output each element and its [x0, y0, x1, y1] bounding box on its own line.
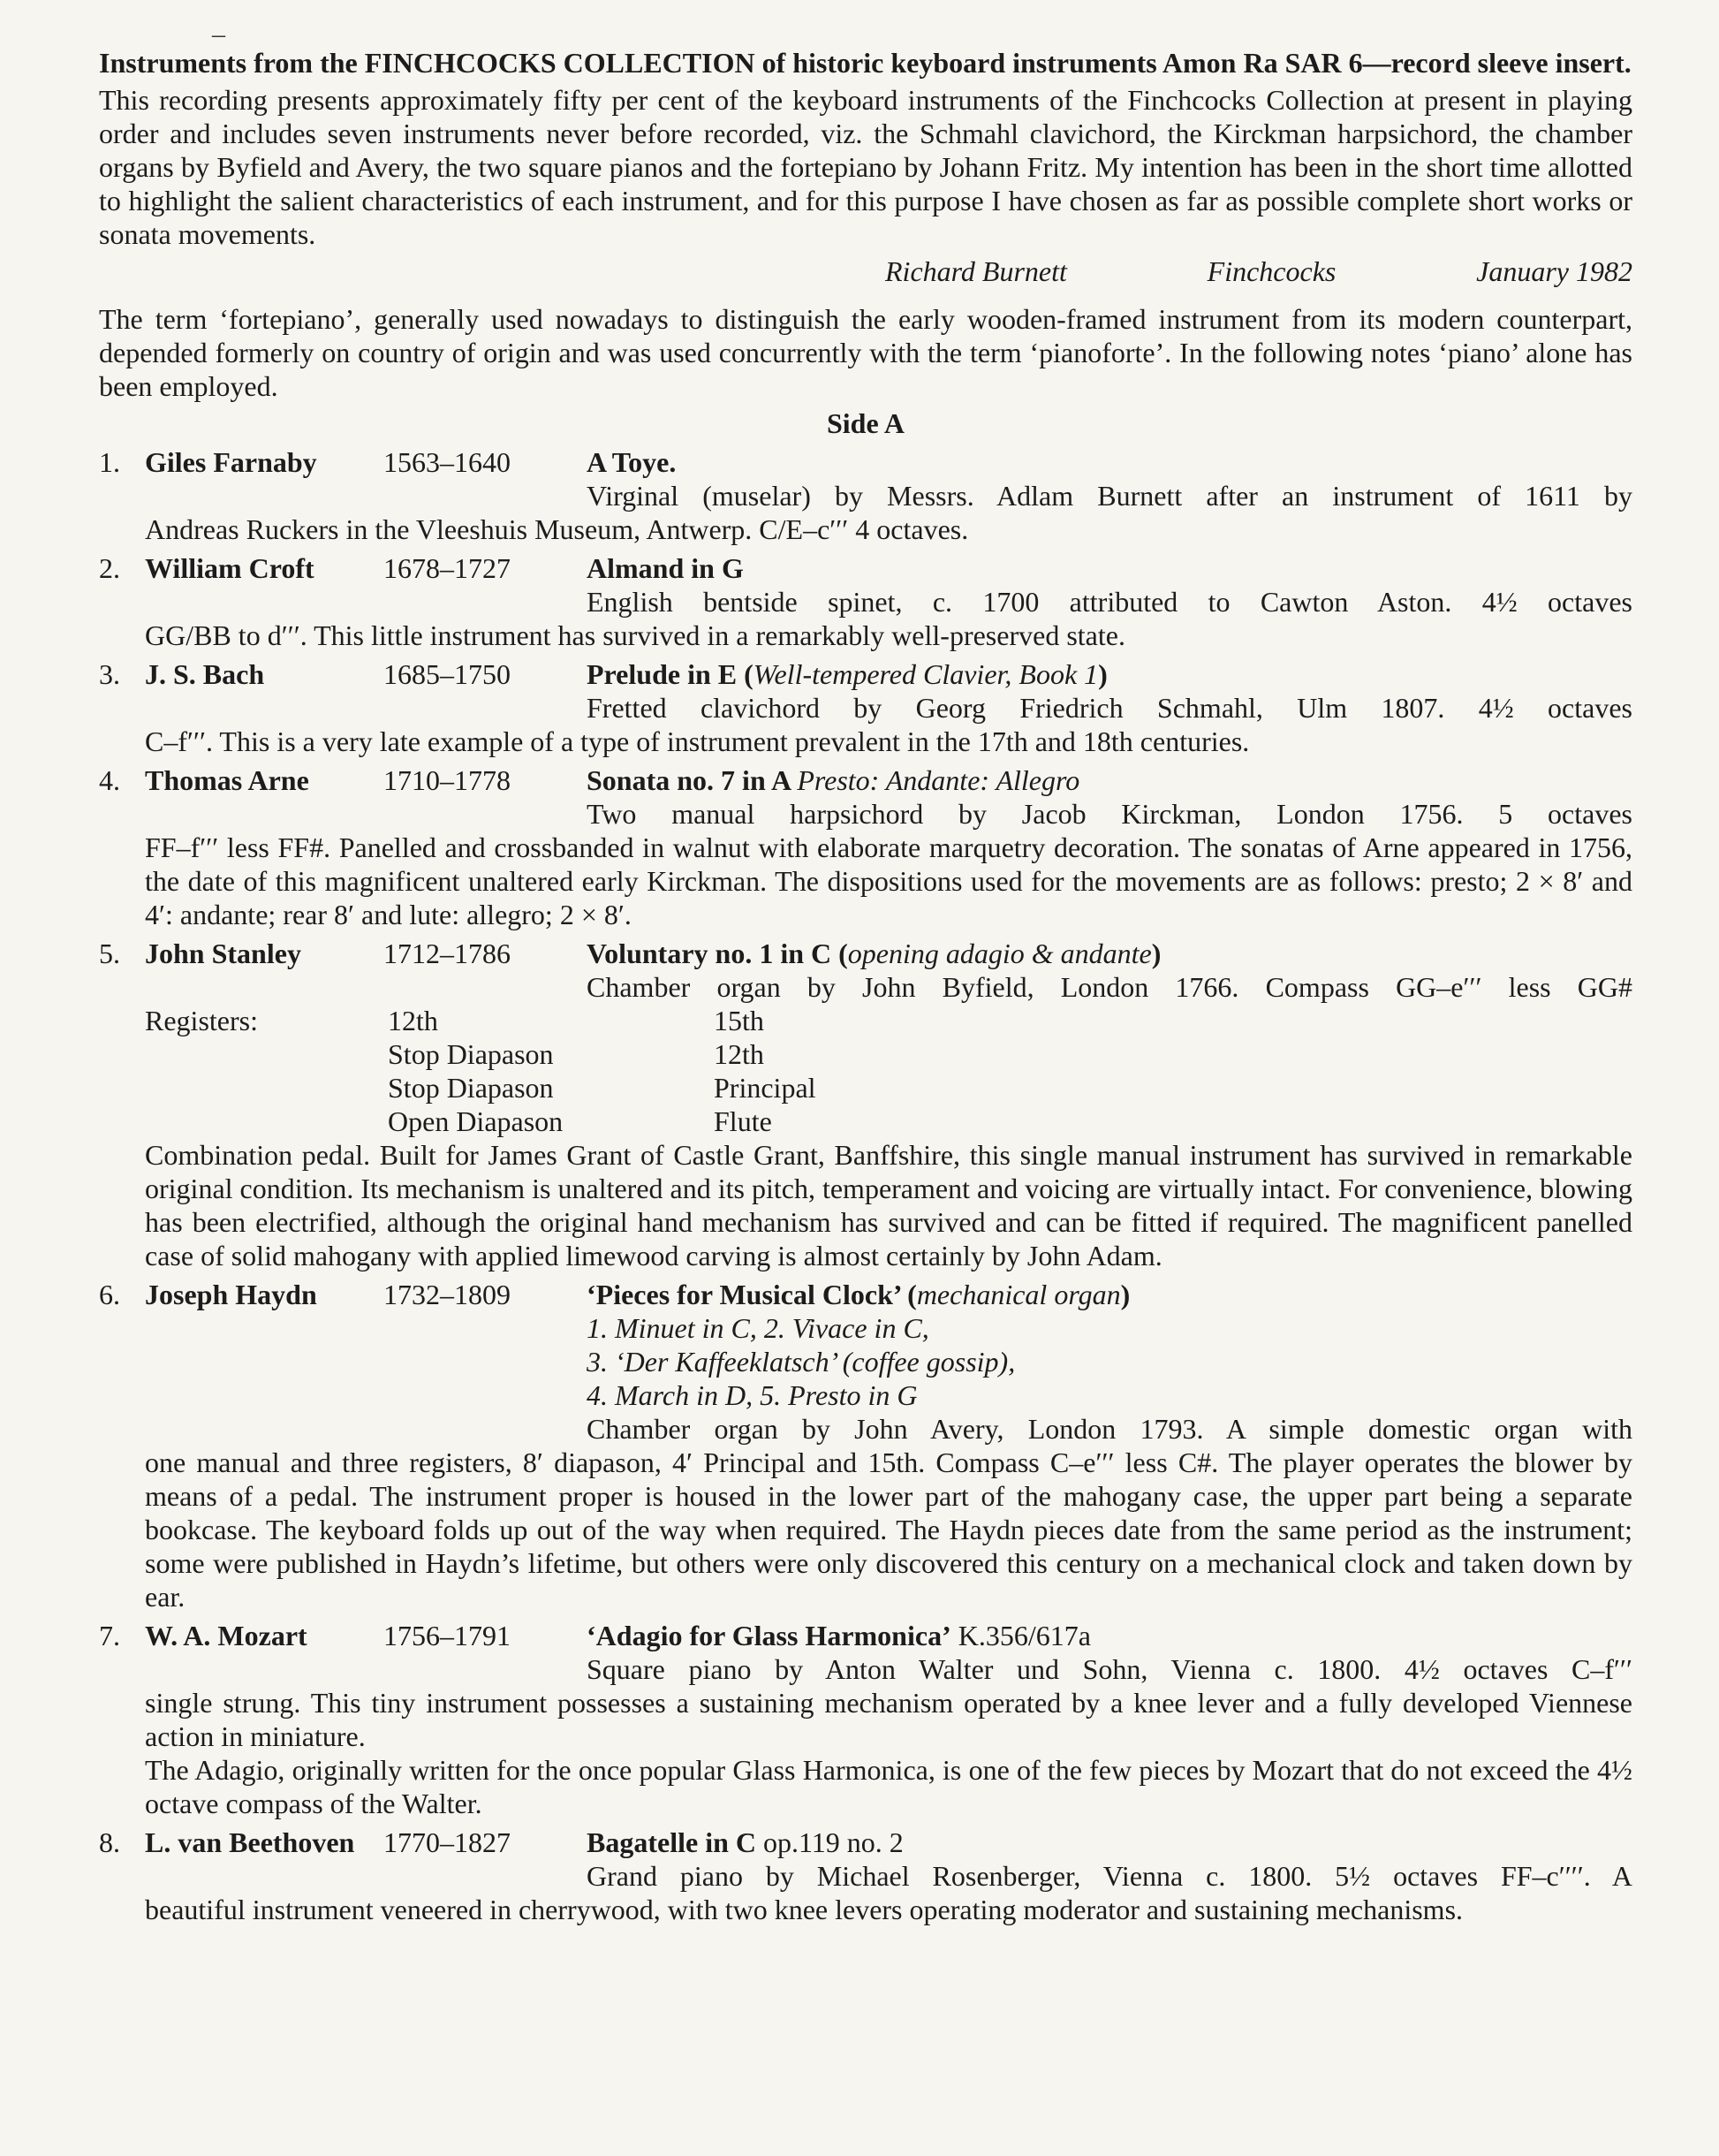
term-note: The term ‘fortepiano’, generally used nowadays to distinguish the early wooden-framed instrument from its modern counterpart, depended formerly on country of origin and was used concurrently with the term ‘pianoforte’. In the following notes ‘piano’ alone has been employed.	[99, 303, 1632, 402]
instrument-description: Two manual harpsichord by Jacob Kirckman, London 1756. 5 octaves	[587, 798, 1632, 830]
register: 15th	[714, 1005, 764, 1036]
instrument-description: Fretted clavichord by Georg Friedrich Schmahl, Ulm 1807. 4½ octaves	[587, 692, 1632, 724]
instrument-description: Chamber organ by John Avery, London 1793. A simple domestic organ with	[587, 1413, 1632, 1445]
movement-line: 1. Minuet in C, 2. Vivace in C,	[587, 1312, 929, 1344]
track-number: 8.	[99, 1826, 120, 1858]
signature-date: January 1982	[1476, 255, 1632, 287]
track-entry	[99, 763, 1632, 931]
instrument-notes-extra: The Adagio, originally written for the once popular Glass Harmonica, is one of the few pieces by Mozart that do not exceed the 4½ octave compass of the Walter.	[145, 1754, 1632, 1819]
track-number: 5.	[99, 938, 120, 969]
side-label: Side A	[826, 407, 905, 439]
piece-title: Sonata no. 7 in A Presto: Andante: Allegro	[587, 764, 1080, 796]
instrument-notes: one manual and three registers, 8′ diapason, 4′ Principal and 15th. Compass C–e′′′ less C#. The player operates the blower by means of a pedal. The instrument proper is housed in the lower part of the mahogany case, the upper part being a separate bookcase. The keyboard folds up out of the way when required. The Haydn pieces date from the same period as the instrument; some were published in Haydn’s lifetime, but others were only discovered this century on a mechanical clock and taken down by ear.	[145, 1446, 1632, 1613]
composer: L. van Beethoven	[145, 1826, 355, 1858]
composer-dates: 1563–1640	[383, 446, 511, 478]
track-entry	[99, 937, 1632, 1272]
instrument-notes: Andreas Ruckers in the Vleeshuis Museum, Antwerp. C/E–c′′′ 4 octaves.	[145, 513, 969, 545]
composer-dates: 1678–1727	[383, 552, 511, 584]
signature-line	[99, 254, 1632, 288]
insert-heading: Instruments from the FINCHCOCKS COLLECTION of historic keyboard instruments Amon Ra SAR 6—record sleeve insert.	[99, 47, 1632, 79]
composer-dates: 1712–1786	[383, 938, 511, 969]
intro-paragraph: This recording presents approximately fifty per cent of the keyboard instruments of the Finchcocks Collection at present in playing order and includes seven instruments never before recorded, viz. the Schmahl clavichord, the Kirckman harpsichord, the chamber organs by Byfield and Avery, the two square pianos and the fortepiano by Johann Fritz. My intention has been in the short time allotted to highlight the salient characteristics of each instrument, and for this purpose I have chosen as far as possible complete short works or sonata movements.	[99, 84, 1632, 250]
track-number: 7.	[99, 1620, 120, 1651]
instrument-notes: FF–f′′′ less FF#. Panelled and crossbanded in walnut with elaborate marquetry decoration. The sonatas of Arne appeared in 1756, the date of this magnificent unaltered early Kirckman. The dispositions used for the movements are as follows: presto; 2 × 8′ and 4′: andante; rear 8′ and lute: allegro; 2 × 8′.	[145, 831, 1632, 930]
instrument-description: English bentside spinet, c. 1700 attributed to Cawton Aston. 4½ octaves	[587, 586, 1632, 618]
composer: Joseph Haydn	[145, 1279, 317, 1310]
piece-title: ‘Pieces for Musical Clock’ (mechanical organ)	[587, 1279, 1131, 1310]
instrument-description: Grand piano by Michael Rosenberger, Vienna c. 1800. 5½ octaves FF–c′′′′. A	[587, 1860, 1632, 1892]
instrument-description: Chamber organ by John Byfield, London 1766. Compass GG–e′′′ less GG#	[587, 971, 1632, 1003]
organ-registers	[145, 1004, 1632, 1138]
instrument-notes: beautiful instrument veneered in cherrywood, with two knee levers operating moderator and sustaining mechanisms.	[145, 1894, 1464, 1925]
track-entry	[99, 1278, 1632, 1613]
track-number: 1.	[99, 446, 120, 478]
instrument-notes: single strung. This tiny instrument possesses a sustaining mechanism operated by a knee lever and a fully developed Viennese action in miniature.	[145, 1687, 1632, 1752]
piece-title: ‘Adagio for Glass Harmonica’ K.356/617a	[587, 1620, 1091, 1651]
register: Stop Diapason	[388, 1072, 554, 1104]
composer-dates: 1685–1750	[383, 658, 511, 690]
instrument-notes: GG/BB to d′′′. This little instrument has survived in a remarkably well-preserved state.	[145, 619, 1125, 651]
track-entry	[99, 1826, 1632, 1926]
instrument-description: Virginal (muselar) by Messrs. Adlam Burnett after an instrument of 1611 by	[587, 480, 1632, 512]
instrument-description: Square piano by Anton Walter und Sohn, Vienna c. 1800. 4½ octaves C–f′′′	[587, 1653, 1632, 1685]
composer: Thomas Arne	[145, 764, 309, 796]
signature-place: Finchcocks	[1207, 255, 1337, 287]
track-entry	[99, 551, 1632, 652]
track-number: 4.	[99, 764, 120, 796]
piece-title: Almand in G	[587, 552, 744, 584]
composer: John Stanley	[145, 938, 301, 969]
movement-list	[99, 1311, 1632, 1412]
track-entry	[99, 1619, 1632, 1820]
track-number: 6.	[99, 1279, 120, 1310]
register: 12th	[714, 1038, 764, 1070]
composer-dates: 1770–1827	[383, 1826, 511, 1858]
track-entry	[99, 657, 1632, 758]
signature-name: Richard Burnett	[885, 255, 1067, 287]
movement-line: 3. ‘Der Kaffeeklatsch’ (coffee gossip),	[587, 1346, 1016, 1378]
composer: Giles Farnaby	[145, 446, 317, 478]
register: Principal	[714, 1072, 816, 1104]
movement-line: 4. March in D, 5. Presto in G	[587, 1379, 918, 1411]
register: Stop Diapason	[388, 1038, 554, 1070]
instrument-notes: C–f′′′. This is a very late example of a type of instrument prevalent in the 17th and 18th centuries.	[145, 725, 1250, 757]
register: Open Diapason	[388, 1105, 564, 1137]
piece-title: Prelude in E (Well-tempered Clavier, Book 1)	[587, 658, 1108, 690]
composer-dates: 1756–1791	[383, 1620, 511, 1651]
top-mark: –	[212, 19, 225, 49]
composer-dates: 1732–1809	[383, 1279, 511, 1310]
registers-label: Registers:	[145, 1005, 258, 1036]
composer-dates: 1710–1778	[383, 764, 511, 796]
sleeve-insert	[99, 46, 1632, 1926]
composer: J. S. Bach	[145, 658, 265, 690]
register: 12th	[388, 1005, 438, 1036]
track-number: 2.	[99, 552, 120, 584]
piece-title: Voluntary no. 1 in C (opening adagio & andante)	[587, 938, 1162, 969]
piece-title: Bagatelle in C op.119 no. 2	[587, 1826, 904, 1858]
piece-title: A Toye.	[587, 446, 677, 478]
instrument-notes: Combination pedal. Built for James Grant of Castle Grant, Banffshire, this single manual instrument has survived in remarkable original condition. Its mechanism is unaltered and its pitch, temperament and voicing are virtually intact. For convenience, blowing has been electrified, although the original hand mechanism has survived and can be fitted if required. The magnificent panelled case of solid mahogany with applied limewood carving is almost certainly by John Adam.	[145, 1139, 1632, 1272]
track-number: 3.	[99, 658, 120, 690]
composer: W. A. Mozart	[145, 1620, 307, 1651]
composer: William Croft	[145, 552, 314, 584]
register: Flute	[714, 1105, 772, 1137]
track-entry	[99, 445, 1632, 546]
